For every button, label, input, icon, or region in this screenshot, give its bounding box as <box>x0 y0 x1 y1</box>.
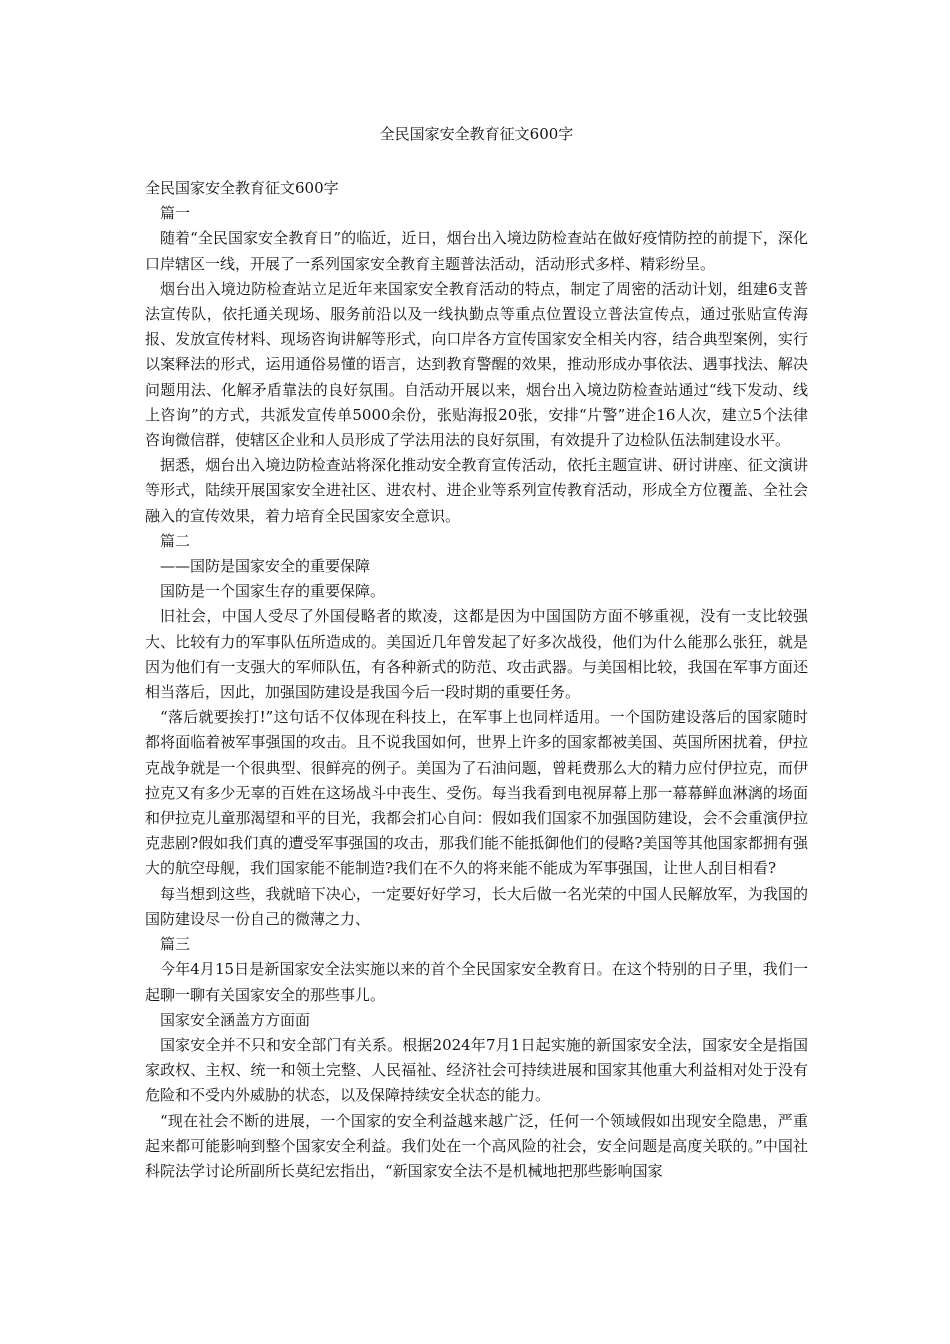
paragraph: 烟台出入境边防检查站立足近年来国家安全教育活动的特点，制定了周密的活动计划，组建6支普法宣传队，依托通关现场、服务前沿以及一线执勤点等重点位置设立普法宣传点，通过张贴宣传海报、发放宣传材料、现场咨询讲解等形式，向口岸各方宣传国家安全相关内容，结合典型案例，实行以案释法的形式，运用通俗易懂的语言，达到教育警醒的效果，推动形成办事依法、遇事找法、解决问题用法、化解矛盾靠法的良好氛围。自活动开展以来，烟台出入境边防检查站通过“线下发动、线上咨询”的方式，共派发宣传单5000余份，张贴海报20张，安排“片警”进企16人次，建立5个法律咨询微信群，使辖区企业和人员形成了学法用法的良好氛围，有效提升了边检队伍法制建设水平。 <box>145 279 808 450</box>
paragraph: 国防是一个国家生存的重要保障。 <box>160 582 386 601</box>
paragraph: 据悉，烟台出入境边防检查站将深化推动安全教育宣传活动，依托主题宣讲、研讨讲座、征文演讲等形式，陆续开展国家安全进社区、进农村、进企业等系列宣传教育活动，形成全方位覆盖、全社会融入的宣传效果，着力培育全民国家安全意识。 <box>145 456 808 525</box>
subheading: 国家安全涵盖方方面面 <box>160 1010 311 1029</box>
paragraph: 国家安全并不只和安全部门有关系。根据2024年7月1日起实施的新国家安全法，国家安全是指国家政权、主权、统一和领土完整、人民福祉、经济社会可持续进展和国家其他重大利益相对处于没有危险和不受内外威胁的状态，以及保障持续安全状态的能力。 <box>145 1035 808 1105</box>
paragraph: “现在社会不断的进展，一个国家的安全利益越来越广泛，任何一个领域假如出现安全隐患，严重起来都可能影响到整个国家安全利益。我们处在一个高风险的社会，安全问题是高度关联的。”中国社科院法学讨论所副所长莫纪宏指出，“新国家安全法不是机械地把那些影响国家 <box>145 1111 808 1180</box>
paragraph: 旧社会，中国人受尽了外国侵略者的欺凌，这都是因为中国国防方面不够重视，没有一支比较强大、比较有力的军事队伍所造成的。美国近几年曾发起了好多次战役，他们为什么能那么张狂，就是因为他们有一支强大的军师队伍，有各种新式的防范、攻击武器。与美国相比较，我国在军事方面还相当落后，因此，加强国防建设是我国今后一段时期的重要任务。 <box>145 607 808 702</box>
section-label-2: 篇二 <box>160 531 191 550</box>
paragraph: “落后就要挨打!”这句话不仅体现在科技上，在军事上也同样适用。一个国防建设落后的国家随时都将面临着被军事强国的攻击。且不说我国如何，世界上许多的国家都被美国、英国所困扰着，伊拉克战争就是一个很典型、很鲜亮的例子。美国为了石油问题，曾耗费那么大的精力应付伊拉克，而伊拉克又有多少无辜的百姓在这场战斗中丧生、受伤。每当我看到电视屏幕上那一幕幕鲜血淋漓的场面和伊拉克儿童那渴望和平的目光，我都会扪心自问：假如我们国家不加强国防建设，会不会重演伊拉克悲剧?假如我们真的遭受军事强国的攻击，那我们能不能抵御他们的侵略?美国等其他国家都拥有强大的航空母舰，我们国家能不能制造?我们在不久的将来能不能成为军事强国，让世人刮目相看? <box>145 708 808 878</box>
document-title: 全民国家安全教育征文600字 <box>379 125 574 143</box>
document-body <box>145 176 808 1184</box>
section-label-1: 篇一 <box>160 204 191 223</box>
section-label-3: 篇三 <box>160 935 191 954</box>
section-subtitle: ——国防是国家安全的重要保障 <box>160 557 371 576</box>
paragraph: 随着“全民国家安全教育日”的临近，近日，烟台出入境边防检查站在做好疫情防控的前提下，深化口岸辖区一线，开展了一系列国家安全教育主题普法活动，活动形式多样、精彩纷呈。 <box>145 229 808 273</box>
paragraph: 今年4月15日是新国家安全法实施以来的首个全民国家安全教育日。在这个特别的日子里，我们一起聊一聊有关国家安全的那些事儿。 <box>145 960 808 1004</box>
paragraph: 每当想到这些，我就暗下决心，一定要好好学习，长大后做一名光荣的中国人民解放军，为我国的国防建设尽一份自己的微薄之力、 <box>145 884 808 928</box>
body-heading: 全民国家安全教育征文600字 <box>145 179 339 197</box>
